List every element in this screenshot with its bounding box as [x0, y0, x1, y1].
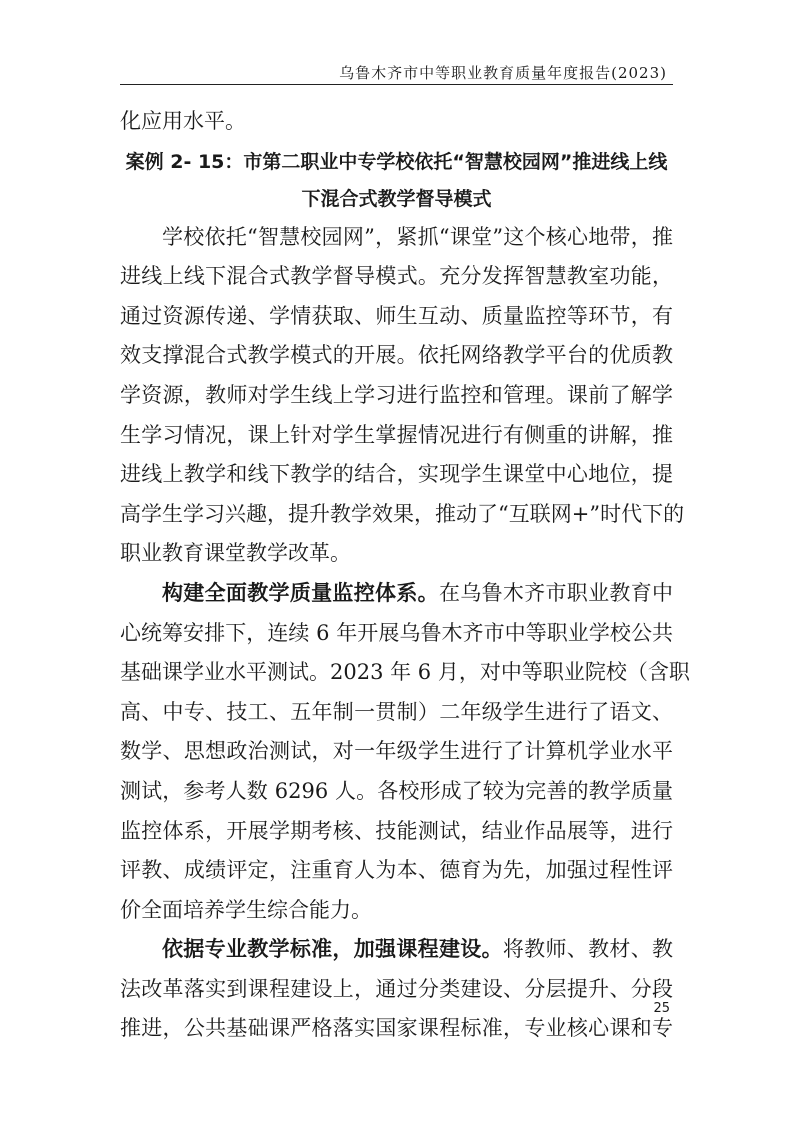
paragraph-lead-heading: 依据专业教学标准，加强课程建设。	[162, 937, 503, 962]
case-title-line-2: 下混合式教学督导模式	[301, 187, 492, 210]
case-title-line-1: 案例 2- 15：市第二职业中专学校依托“智慧校园网”推进线上线	[125, 150, 668, 173]
body-line: 高学生学习兴趣，提升教学效果，推动了“互联网+”时代下的	[120, 501, 685, 526]
paragraph-lead-heading: 构建全面教学质量监控体系。	[162, 580, 439, 605]
body-line: 监控体系，开展学期考核、技能测试，结业作品展等，进行	[120, 818, 673, 843]
body-line: 效支撑混合式教学模式的开展。依托网络教学平台的优质教	[120, 343, 673, 368]
body-line: 评教、成绩评定，注重育人为本、德育为先，加强过程性评	[120, 858, 673, 883]
paragraph-first-line	[120, 574, 673, 614]
page-number: 25	[653, 1001, 670, 1016]
paragraph-first-line-text: 将教师、教材、教	[502, 937, 674, 962]
paragraph-first-line	[120, 930, 673, 970]
paragraph-first-line-text: 在乌鲁木齐市职业教育中	[438, 580, 674, 605]
body-line: 生学习情况，课上针对学生掌握情况进行有侧重的讲解，推	[120, 422, 673, 447]
body-line: 心统筹安排下，连续 6 年开展乌鲁木齐市中等职业学校公共	[120, 620, 673, 645]
body-line: 测试，参考人数 6296 人。各校形成了较为完善的教学质量	[120, 778, 673, 803]
body-line: 通过资源传递、学情获取、师生互动、质量监控等环节，有	[120, 303, 673, 328]
report-header-title: 乌鲁木齐市中等职业教育质量年度报告(2023)	[339, 64, 667, 82]
body-line: 基础课学业水平测试。2023 年 6 月，对中等职业院校（含职	[120, 660, 690, 685]
header-divider	[120, 84, 673, 85]
body-line: 进线上教学和线下教学的结合，实现学生课堂中心地位，提	[120, 462, 673, 487]
body-line: 学校依托“智慧校园网”，紧抓“课堂”这个核心地带，推	[162, 224, 673, 249]
body-line: 化应用水平。	[120, 109, 246, 133]
page-body	[120, 102, 690, 1049]
case-paragraph	[120, 218, 685, 574]
body-line: 进线上线下混合式教学督导模式。充分发挥智慧教室功能，	[120, 264, 673, 289]
body-line: 职业教育课堂教学改革。	[120, 541, 351, 566]
body-line: 推进，公共基础课严格落实国家课程标准，专业核心课和专	[120, 1016, 673, 1041]
curriculum-paragraph	[120, 930, 673, 1049]
body-line: 数学、思想政治测试，对一年级学生进行了计算机学业水平	[120, 739, 673, 764]
quality-monitoring-paragraph	[120, 574, 690, 930]
body-line: 法改革落实到课程建设上，通过分类建设、分层提升、分段	[120, 976, 673, 1001]
body-line: 价全面培养学生综合能力。	[120, 897, 372, 922]
body-line: 高、中专、技工、五年制一贯制）二年级学生进行了语文、	[120, 699, 673, 724]
body-line: 学资源，教师对学生线上学习进行监控和管理。课前了解学	[120, 382, 673, 407]
